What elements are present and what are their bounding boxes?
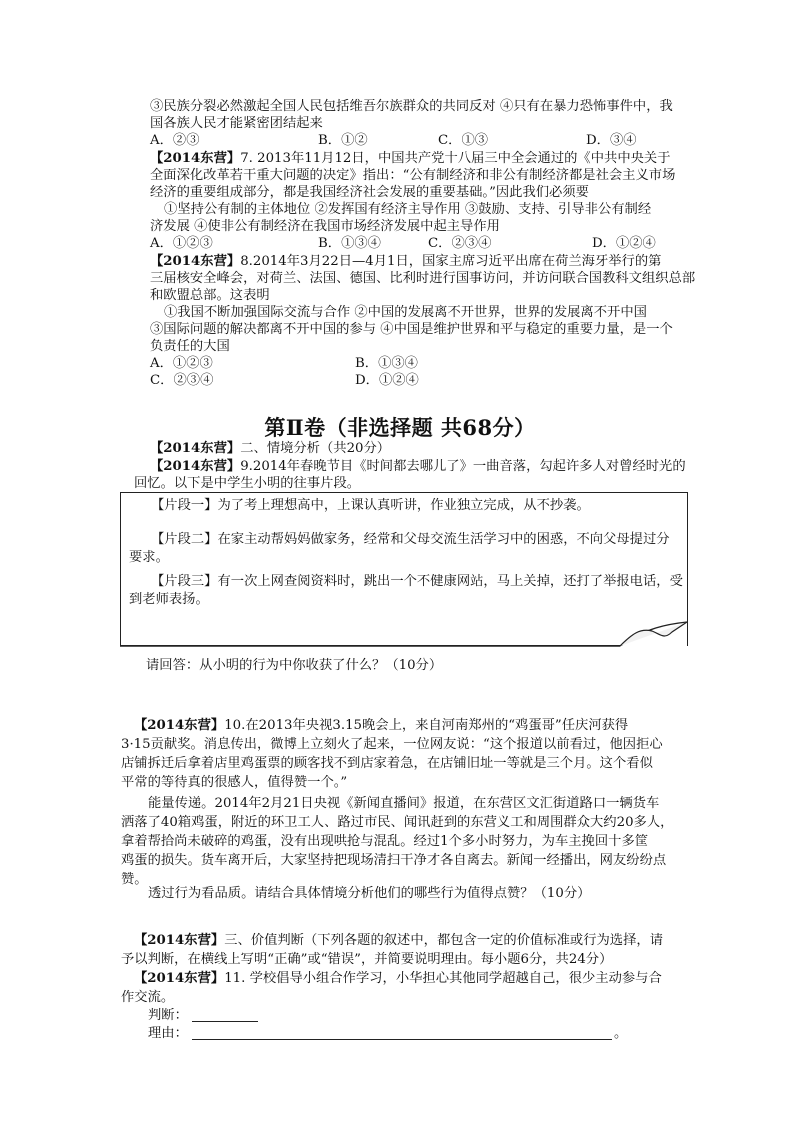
q9-stem: 9.2014年春晚节目《时间都去哪儿了》一曲音落，勾起许多人对曾经时光的 (240, 459, 686, 474)
q10-question: 透过行为看品质。请结合具体情境分析他们的哪些行为值得点赞？（10分） (148, 886, 591, 901)
q7-option-a: A．①②③ (150, 236, 213, 251)
q7-line2: 全面深化改革若干重大问题的决定》指出：“公有制经济和非公有制经济都是社会主义市场 (150, 168, 676, 183)
q6-option-c: C．①③ (438, 133, 489, 148)
part3-line2: 予以判断，在横线上写明“正确”或“错误”，并简要说明理由。每小题6分，共24分） (121, 952, 613, 967)
fragment-3-line1: 【片段三】有一次上网查阅资料时，跳出一个不健康网站，马上关掉，还打了举报电话，受 (151, 574, 683, 589)
q9-line1 (150, 458, 686, 475)
q8-line1 (150, 253, 661, 270)
part2-heading (150, 440, 390, 457)
q8-option-b: B．①③④ (355, 356, 418, 371)
q7-line1 (150, 150, 671, 167)
judge-answer-line[interactable] (192, 1021, 258, 1022)
q11-reason-label: 理由： (148, 1026, 188, 1041)
q7-stem: 7. 2013年11月12日，中国共产党十八届三中全会通过的《中共中央关于 (240, 151, 671, 166)
fragment-1: 【片段一】为了考上理想高中，上课认真听讲，作业独立完成，从不抄袭。 (151, 498, 590, 513)
q7-line3: 经济的重要组成部分，都是我国经济社会发展的重要基础。”因此我们必须要 (150, 185, 589, 200)
q6-line1: ③民族分裂必然激起全国人民包括维吾尔族群众的共同反对 ④只有在暴力恐怖事件中，我 (150, 99, 673, 114)
q8-line6: 负责任的大国 (150, 339, 230, 354)
q6-option-b: B．①② (318, 133, 368, 148)
q10-line1 (134, 717, 628, 734)
q8-line5: ③国际问题的解决都离不开中国的参与 ④中国是维护世界和平与稳定的重要力量，是一个 (150, 322, 673, 337)
q8-stem: 8.2014年3月22日—4月1日，国家主席习近平出席在荷兰海牙举行的第 (240, 254, 662, 269)
q8-line2: 三届核安全峰会，对荷兰、法国、德国、比利时进行国事访问，并访问联合国教科文组织总部 (150, 271, 696, 286)
q8-option-d: D．①②④ (355, 373, 419, 388)
q7-option-d: D．①②④ (592, 236, 656, 251)
q9-question: 请回答：从小明的行为中你收获了什么？（10分） (146, 658, 443, 673)
q10-line9: 赞。 (121, 872, 148, 887)
q8-option-a: A．①②③ (150, 356, 213, 371)
q7-option-b: B．①③④ (318, 236, 381, 251)
reason-answer-line[interactable] (192, 1039, 612, 1040)
q8-line4: ①我国不断加强国际交流与合作 ②中国的发展离不开世界，世界的发展离不开中国 (164, 305, 647, 320)
q7-line4: ①坚持公有制的主体地位 ②发挥国有经济主导作用 ③鼓励、支持、引导非公有制经 (164, 202, 652, 217)
fragment-2-line1: 【片段二】在家主动帮妈妈做家务，经常和父母交流生活学习中的困惑，不向父母提过分 (151, 532, 670, 547)
q9-line2: 回忆。以下是中学生小明的往事片段。 (134, 476, 361, 491)
q10-line3: 店铺拆迁后拿着店里鸡蛋票的顾客找不到店家着急，在店铺旧址一等就是三个月。这个看似 (121, 756, 653, 771)
q6-option-d: D．③④ (586, 133, 637, 148)
q6-line2: 国各族人民才能紧密团结起来 (150, 116, 323, 131)
q10-stem: 10.在2013年央视3.15晚会上，来自河南郑州的“鸡蛋哥”任庆河获得 (224, 718, 629, 733)
q7-option-c: C．②③④ (428, 236, 492, 251)
q11-line1 (134, 970, 662, 987)
q9-tag: 【2014东营】 (150, 459, 241, 474)
q7-line5: 济发展 ④使非公有制经济在我国市场经济发展中起主导作用 (150, 219, 500, 234)
q8-tag: 【2014东营】 (150, 254, 241, 269)
q11-stem: 11. 学校倡导小组合作学习，小华担心其他同学超越自己，很少主动参与合 (224, 971, 662, 986)
part2-tag: 【2014东营】 (150, 441, 241, 456)
q8-line3: 和欧盟总部。这表明 (150, 288, 270, 303)
q8-option-c: C．②③④ (150, 373, 214, 388)
part3-tag: 【2014东营】 (134, 933, 225, 948)
q10-line2: 3·15贡献奖。消息传出，微博上立刻火了起来，一位网友说：“这个报道以前看过，他因拒心 (121, 737, 663, 752)
q10-line8: 鸡蛋的损失。货车离开后，大家坚持把现场清扫干净才各自离去。新闻一经播出，网友纷纷点 (121, 853, 667, 868)
fragments-box (120, 492, 688, 646)
part2-text: 二、情境分析（共20分） (240, 441, 391, 456)
q10-line7: 拿着帮拾尚未破碎的鸡蛋，没有出现哄抢与混乱。经过1个多小时努力，为车主挽回十多筐 (121, 834, 649, 849)
q10-tag: 【2014东营】 (134, 718, 225, 733)
part3-text: 三、价值判断（下列各题的叙述中，都包含一定的价值标准或行为选择，请 (224, 933, 663, 948)
q10-line5: 能量传递。2014年2月21日央视《新闻直播间》报道，在东营区文汇街道路口一辆货车 (148, 796, 660, 811)
q11-judge-label: 判断： (148, 1008, 188, 1023)
part3-line1 (134, 932, 663, 949)
q11-reason-end: 。 (614, 1026, 628, 1041)
part2-title: 第Ⅱ卷（非选择题 共68分） (264, 415, 536, 440)
q7-tag: 【2014东营】 (150, 151, 241, 166)
q6-option-a: A．②③ (150, 133, 200, 148)
q10-line6: 洒落了40箱鸡蛋，附近的环卫工人、路过市民、闻讯赶到的东营义工和周围群众大约20多人， (121, 815, 674, 830)
q10-line4: 平常的等待真的很感人，值得赞一个。” (121, 775, 348, 790)
fragment-2-line2: 要求。 (129, 550, 169, 565)
q11-tag: 【2014东营】 (134, 971, 225, 986)
q11-line2: 作交流。 (121, 990, 175, 1005)
fragment-3-line2: 到老师表扬。 (129, 592, 209, 607)
